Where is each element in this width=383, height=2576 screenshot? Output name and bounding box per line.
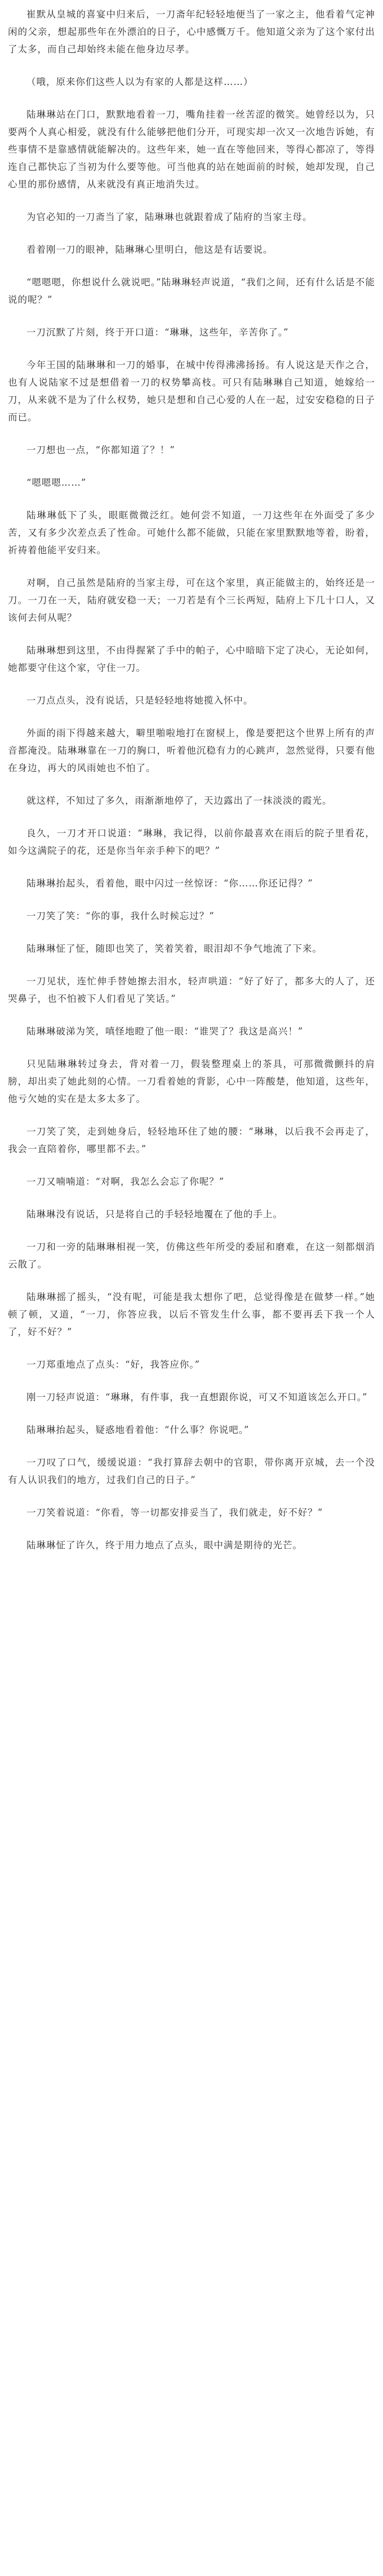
paragraph: “嗯嗯嗯，你想说什么就说吧。”陆琳琳轻声说道，“我们之间，还有什么话是不能说的呢？” (8, 277, 375, 305)
paragraph: 一刀笑着说道：“你看，等一切都安排妥当了，我们就走，好不好？” (26, 1507, 323, 1518)
paragraph: 一刀见状，连忙伸手替她擦去泪水，轻声哄道：“好了好了，都多大的人了，还哭鼻子，也不怕被下人们看见了笑话。” (8, 976, 375, 1004)
paragraph: 陆琳琳想到这里，不由得握紧了手中的帕子，心中暗暗下定了决心，无论如何，她都要守住这个家，守住一刀。 (8, 645, 375, 673)
paragraph: 一刀又喃喃道：“对啊，我怎么会忘了你呢？” (26, 1176, 225, 1187)
paragraph: 一刀想也一点，“你都知道了？！” (26, 445, 175, 455)
paragraph: 一刀笑了笑：“你的事，我什么时候忘过？” (26, 911, 215, 921)
paragraph: 陆琳琳怔了怔，随即也笑了，笑着笑着，眼泪却不争气地流了下来。 (26, 943, 322, 954)
paragraph: 陆琳琳摇了摇头，“没有呢，可能是我太想你了吧，总觉得像是在做梦一样。”她顿了顿，又道，“一刀，你答应我，以后不管发生什么事，都不要再丢下我一个人了，好不好？” (8, 1292, 375, 1337)
paragraph: 一刀郑重地点了点头：“好，我答应你。” (26, 1359, 201, 1370)
paragraph: “嗯嗯嗯……” (26, 477, 87, 488)
paragraph: 外面的雨下得越来越大，噼里啪啦地打在窗棂上，像是要把这个世界上所有的声音都淹没。陆琳琳靠在一刀的胸口，听着他沉稳有力的心跳声，忽然觉得，只要有他在身边，再大的风雨她也不怕了。 (8, 728, 375, 773)
paragraph: 陆琳琳抬起头，疑惑地看着他：“什么事？你说吧。” (26, 1424, 250, 1435)
paragraph: 陆琳琳低下了头，眼眶微微泛红。她何尝不知道，一刀这些年在外面受了多少苦，又有多少次差点丢了性命。可她什么都不能做，只能在家里默默地等着，盼着，祈祷着他能平安归来。 (8, 510, 375, 555)
paragraph: 刚一刀轻声说道：“琳琳，有件事，我一直想跟你说，可又不知道该怎么开口。” (26, 1392, 368, 1403)
paragraph: 对啊，自己虽然是陆府的当家主母，可在这个家里，真正能做主的，始终还是一刀。一刀在一天，陆府就安稳一天；一刀若是有个三长两短，陆府上下几十口人，又该何去何从呢？ (8, 577, 375, 623)
paragraph: 陆琳琳抬起头，看着他，眼中闪过一丝惊讶：“你……你还记得？” (26, 878, 313, 889)
paragraph: 看着刚一刀的眼神，陆琳琳心里明白，他这是有话要说。 (26, 244, 273, 255)
paragraph: 就这样，不知过了多久，雨渐渐地停了，天边露出了一抹淡淡的霞光。 (26, 795, 332, 806)
paragraph: 陆琳琳破涕为笑，嗔怪地瞪了他一眼：“谁哭了？我这是高兴！” (26, 1026, 304, 1037)
paragraph: 今年王国的陆琳琳和一刀的婚事，在城中传得沸沸扬扬。有人说这是天作之合，也有人说陆家不过是想借着一刀的权势攀高枝。可只有陆琳琳自己知道，她嫁给一刀，从来就不是为了什么权势，她只是想和自己心爱的人在一起，过安安稳稳的日子而已。 (8, 360, 375, 423)
paragraph: 为官必知的一刀斋当了家，陆琳琳也就跟着成了陆府的当家主母。 (26, 212, 313, 222)
paragraph: 一刀沉默了片刻，终于开口道：“琳琳，这些年，辛苦你了。” (26, 327, 289, 338)
paragraph: 只见陆琳琳转过身去，背对着一刀，假装整理桌上的茶具，可那微微颤抖的肩膀，却出卖了她此刻的心情。一刀看着她的背影，心中一阵酸楚，他知道，这些年，他亏欠她的实在是太多太多了。 (8, 1059, 375, 1104)
paragraph: 一刀叹了口气，缓缓说道：“我打算辞去朝中的官职，带你离开京城，去一个没有人认识我们的地方，过我们自己的日子。” (8, 1457, 375, 1485)
paragraph: 一刀和一旁的陆琳琳相视一笑，仿佛这些年所受的委屈和磨难，在这一刻都烟消云散了。 (8, 1242, 375, 1270)
paragraph: 陆琳琳没有说话，只是将自己的手轻轻地覆在了他的手上。 (26, 1209, 283, 1220)
paragraph: 陆琳琳怔了许久，终于用力地点了点头，眼中满是期待的光芒。 (26, 1540, 302, 1551)
article-body (8, 6, 375, 1554)
paragraph: 崔默从皇城的喜宴中归来后，一刀斋年纪轻轻地便当了一家之主，他看着气定神闲的父亲，想起那些年在外漂泊的日子，心中感慨万千。他知道父亲为了这个家付出了太多，而自己却始终未能在他身边尽孝。 (8, 9, 375, 55)
paragraph: 良久，一刀才开口说道：“琳琳，我记得，以前你最喜欢在雨后的院子里看花，如今这满院子的花，还是你当年亲手种下的吧？” (8, 828, 375, 856)
paragraph: 一刀点点头，没有说话，只是轻轻地将她揽入怀中。 (26, 695, 253, 706)
paragraph: 陆琳琳站在门口，默默地看着一刀，嘴角挂着一丝苦涩的微笑。她曾经以为，只要两个人真心相爱，就没有什么能够把他们分开，可现实却一次又一次地告诉她，有些事情不是靠感情就能解决的。这些年来，她一直在等他回来，等得心都凉了，等得连自己都快忘了当初为什么要等他。可当他真的站在她面前的时候，她却发现，自己心里的那份感情，从来就没有真正地消失过。 (8, 109, 375, 190)
paragraph: （哦，原来你们这些人以为有家的人都是这样……） (26, 77, 253, 87)
paragraph: 一刀笑了笑，走到她身后，轻轻地环住了她的腰：“琳琳，以后我不会再走了，我会一直陪着你，哪里都不去。” (8, 1126, 375, 1154)
